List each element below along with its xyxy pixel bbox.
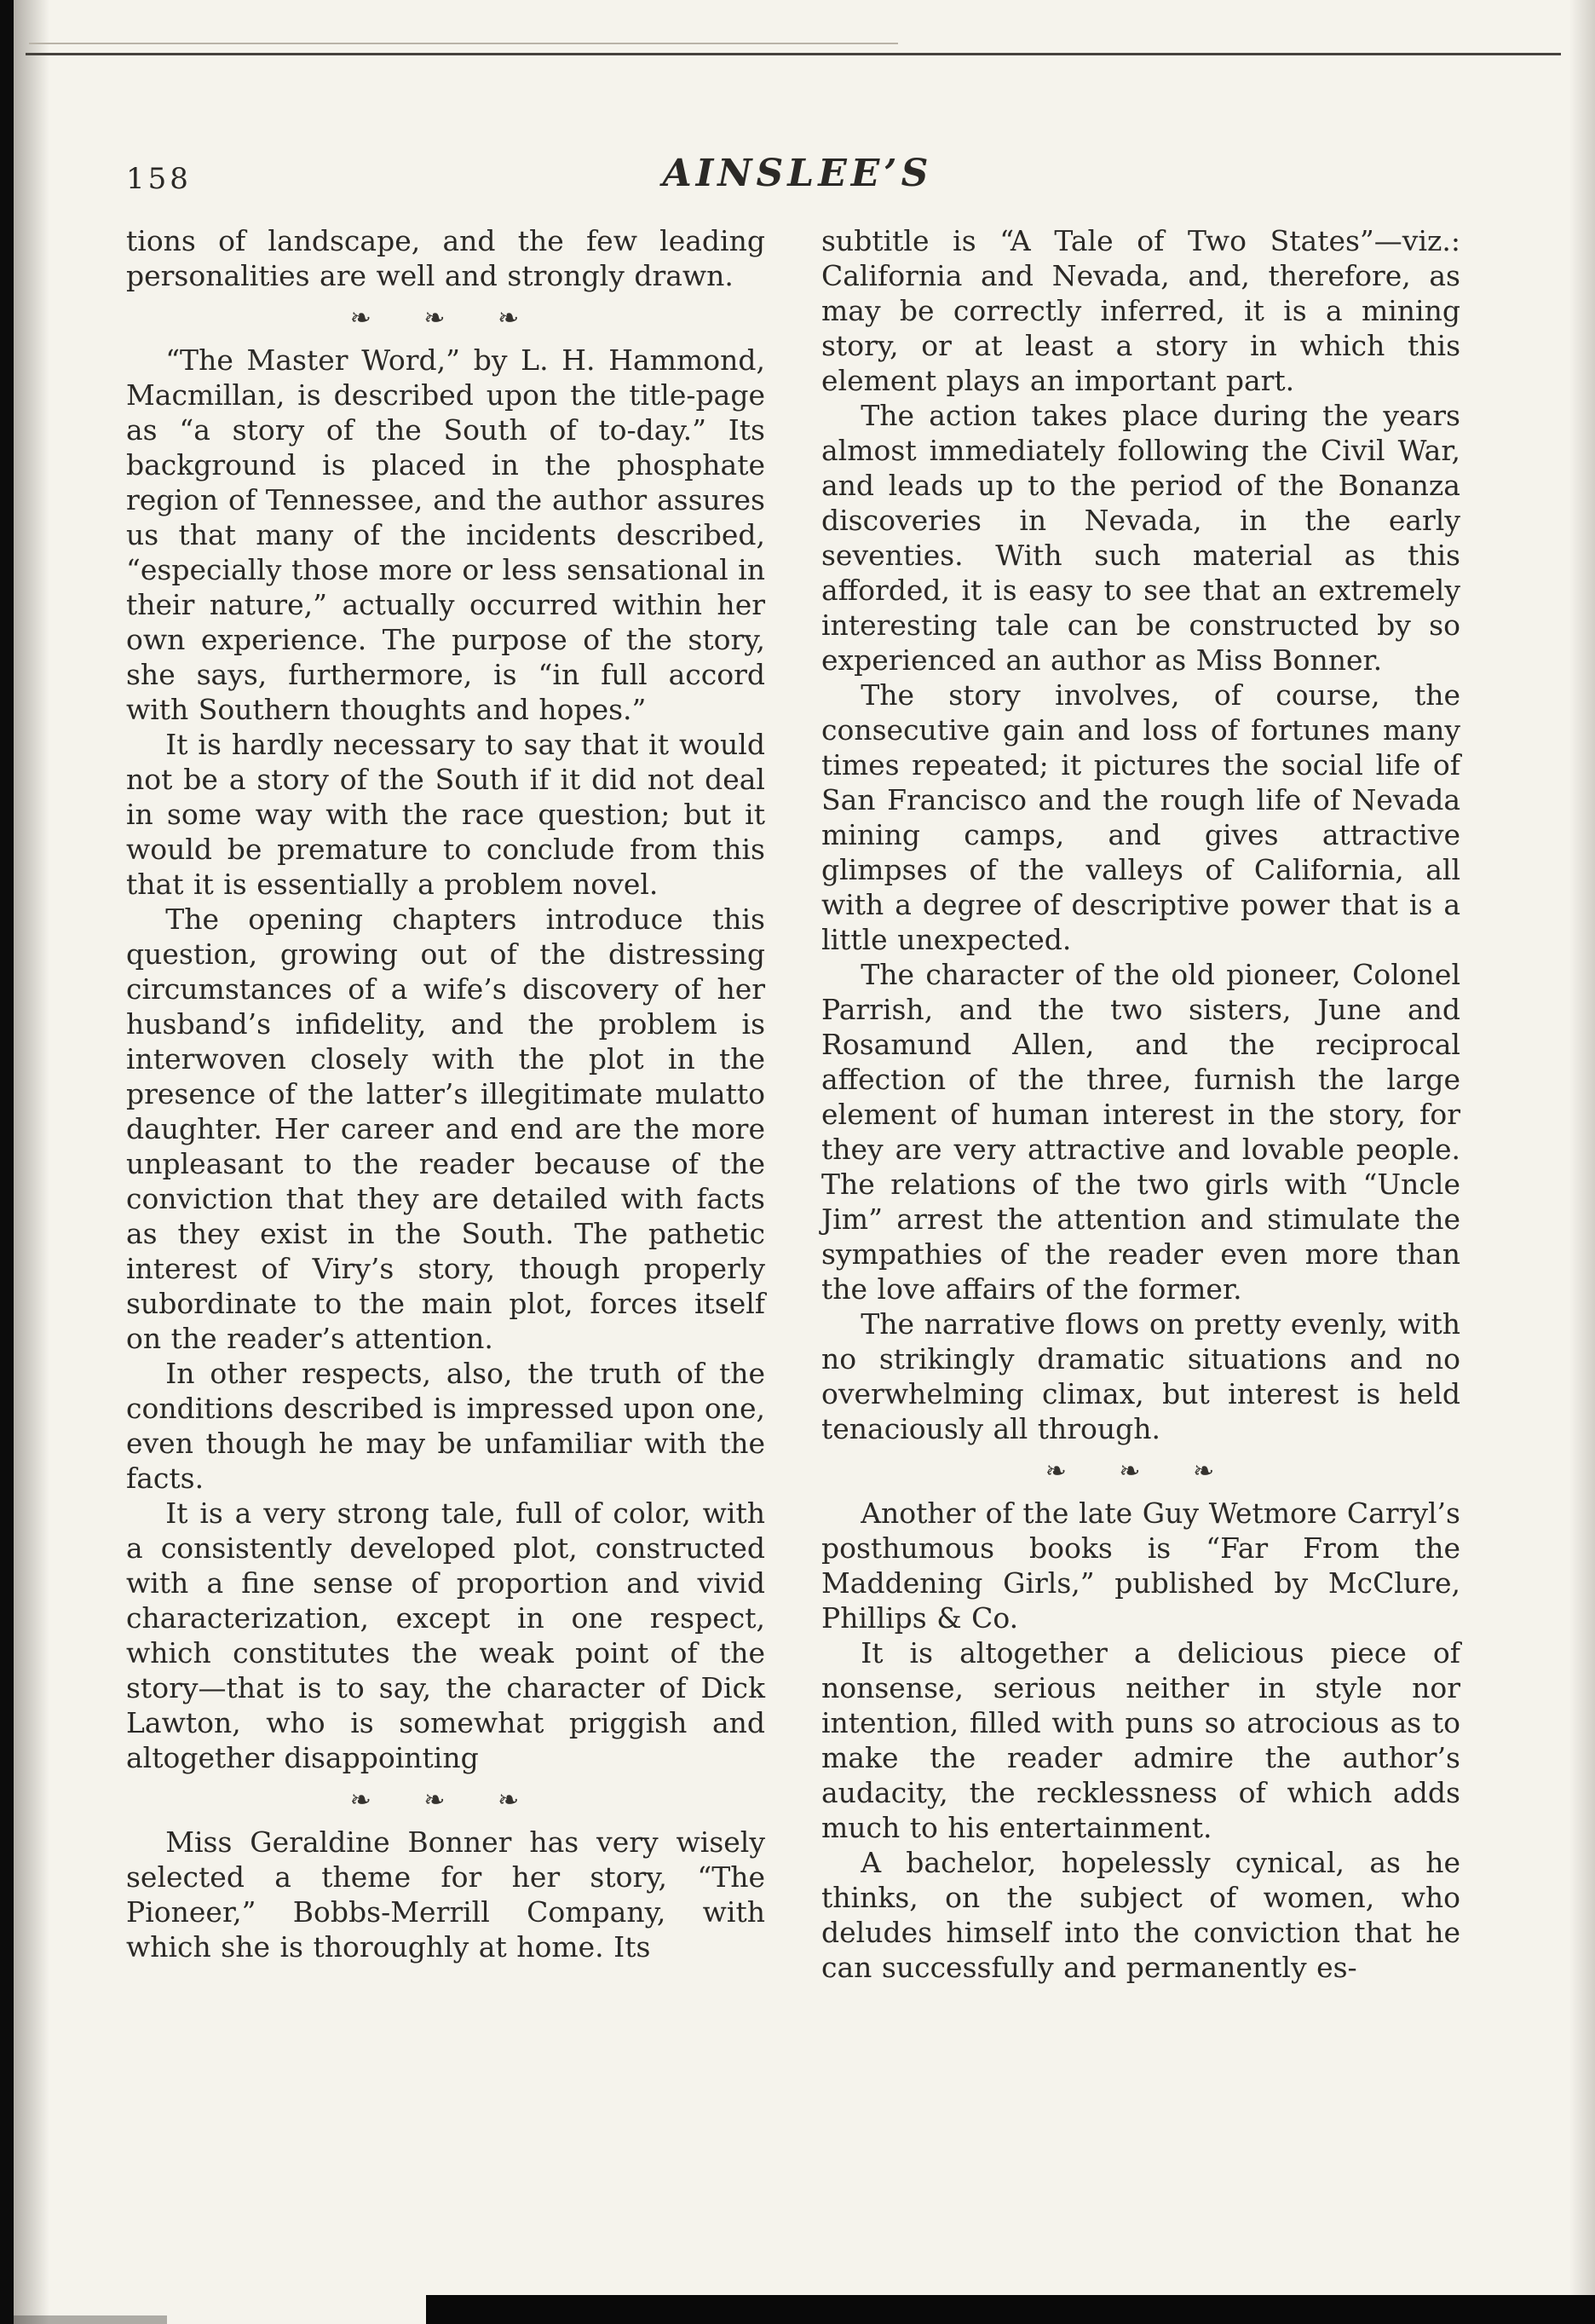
column-left bbox=[126, 223, 765, 1985]
scan-bottom-bar bbox=[426, 2295, 1595, 2324]
fleuron-ornament: ❧ ❧ ❧ bbox=[349, 1785, 542, 1815]
paragraph: subtitle is “A Tale of Two States”—viz.: California and Nevada, and, therefore, as may be correctly inferred, it is a mining story, or at least a story in which this element plays an important part. bbox=[821, 224, 1460, 397]
paragraph: In other respects, also, the truth of the conditions described is impressed upon one, even though he may be unfamiliar with the facts. bbox=[126, 1357, 765, 1495]
top-rule bbox=[26, 53, 1561, 55]
fleuron-ornament: ❧ ❧ ❧ bbox=[349, 303, 542, 333]
paragraph: It is altogether a delicious piece of nonsense, serious neither in style nor intention, filled with puns so atrocious as to make the reader admire the author’s audacity, the recklessness of which adds much to his entertainment. bbox=[821, 1636, 1460, 1844]
fleuron-ornament: ❧ ❧ ❧ bbox=[1045, 1456, 1237, 1486]
page-edge-shadow bbox=[1569, 0, 1595, 2324]
paragraph: The character of the old pioneer, Colonel Parrish, and the two sisters, June and Rosamund Allen, and the reciprocal affection of the three, furnish the large element of human interest in the story, for they are very attractive and lovable people. The relations of the two girls with “Uncle Jim” arrest the attention and stimulate the sympathies of the reader even more than the love affairs of the former. bbox=[821, 958, 1460, 1306]
paragraph: It is a very strong tale, full of color, with a consistently developed plot, constructed with a fine sense of proportion and vivid characterization, except in one respect, which constitutes the weak point of the story—that is to say, the character of Dick Lawton, who is somewhat priggish and altogether disappointing bbox=[126, 1496, 765, 1774]
paragraph: The story involves, of course, the consecutive gain and loss of fortunes many times repeated; it pictures the social life of San Francisco and the rough life of Nevada mining camps, and gives attractive glimpses of the valleys of California, all with a degree of descriptive power that is a little unexpected. bbox=[821, 678, 1460, 956]
paragraph: Another of the late Guy Wetmore Carryl’s posthumous books is “Far From the Maddening Girls,” published by McClure, Phillips & Co. bbox=[821, 1496, 1460, 1635]
paragraph: The narrative flows on pretty evenly, with no strikingly dramatic situations and no overwhelming climax, but interest is held tenaciously all through. bbox=[821, 1307, 1460, 1445]
page-number: 158 bbox=[126, 162, 192, 196]
article-body bbox=[126, 223, 1460, 1985]
paragraph: The opening chapters introduce this question, growing out of the distressing circumstances of a wife’s discovery of her husband’s infidelity, and the problem is interwoven closely with the plot in the presence of the latter’s illegitimate mulatto daughter. Her career and end are the more unpleasant to the reader because of the conviction that they are detailed with facts as they exist in the South. The pathetic interest of Viry’s story, though properly subordinate to the main plot, forces itself on the reader’s attention. bbox=[126, 902, 765, 1355]
paragraph: Miss Geraldine Bonner has very wisely selected a theme for her story, “The Pioneer,” Bobbs-Merrill Company, with which she is thoroughly at home. Its bbox=[126, 1825, 765, 1964]
paragraph: It is hardly necessary to say that it would not be a story of the South if it did not deal in some way with the race question; but it would be premature to conclude from this that it is essentially a problem novel. bbox=[126, 728, 765, 901]
book-binding-strip bbox=[0, 0, 14, 2324]
paragraph: tions of landscape, and the few leading personalities are well and strongly drawn. bbox=[126, 224, 765, 292]
paragraph: A bachelor, hopelessly cynical, as he thinks, on the subject of women, who deludes himself into the conviction that he can successfully and permanently es- bbox=[821, 1846, 1460, 1984]
paragraph: “The Master Word,” by L. H. Hammond, Macmillan, is described upon the title-page as “a story of the South of to-day.” Its background is placed in the phosphate region of Tennessee, and the author assures us that many of the incidents described, “especially those more or less sensational in their nature,” actually occurred within her own experience. The purpose of the story, she says, furthermore, is “in full accord with Southern thoughts and hopes.” bbox=[126, 343, 765, 726]
magazine-masthead: AINSLEE’S bbox=[662, 152, 933, 195]
scan-bottom-smudge bbox=[14, 2315, 167, 2324]
paragraph: The action takes place during the years almost immediately following the Civil War, and leads up to the period of the Bonanza discoveries in Nevada, in the early seventies. With such material as this afforded, it is easy to see that an extremely interesting tale can be constructed by so experienced an author as Miss Bonner. bbox=[821, 399, 1460, 677]
top-rule-faint bbox=[29, 43, 898, 44]
column-right bbox=[821, 223, 1460, 1985]
binding-shadow bbox=[14, 0, 49, 2324]
